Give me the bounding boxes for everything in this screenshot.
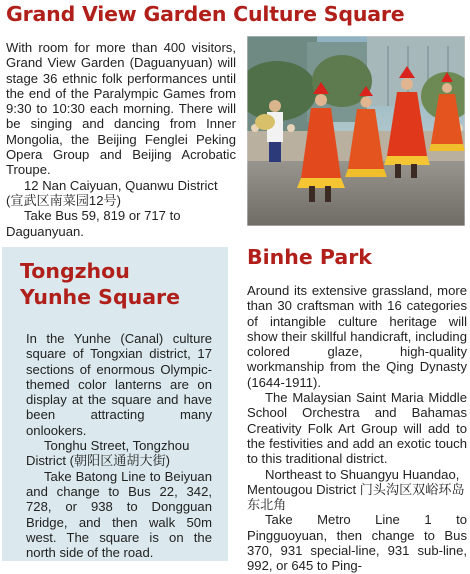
folk-dancers-photo bbox=[247, 36, 465, 226]
tongzhou-transport: Take Batong Line to Beiyuan and change to Bus 22, 342, 728, or 938 to Dongguan Bridge, and then walk 50m west. The square is on the north side of the road. bbox=[26, 468, 212, 561]
binhe-transport: Take Metro Line 1 to Pingguoyuan, then change to Bus 370, 931 special-line, 931 sub-line, 992, or 645 to Ping- bbox=[247, 512, 467, 574]
grand-view-address: 12 Nan Caiyuan, Quanwu District (宣武区南菜园12号) bbox=[6, 177, 218, 208]
grand-view-article bbox=[6, 40, 236, 239]
grand-view-transport: Take Bus 59, 819 or 717 to Daguanyuan. bbox=[6, 208, 181, 239]
binhe-address: Northeast to Shuangyu Huandao, Mentougou District 门头沟区双峪环岛东北角 bbox=[247, 466, 465, 513]
binhe-article bbox=[247, 283, 467, 574]
tongzhou-title bbox=[20, 258, 180, 310]
tongzhou-article bbox=[26, 331, 212, 560]
tongzhou-paragraph: In the Yunhe (Canal) culture square of Tongxian district, 17 sections of enormous Olympic-themed color lanterns are on display at the square and have been attracting many onlookers. bbox=[26, 331, 212, 438]
grand-view-paragraph: With room for more than 400 visitors, Grand View Garden (Daguanyuan) will stage 36 ethnic folk performances until the end of the Paralympic Games from 9:30 to 10:30 each morning. There will be singing and dancing from Inner Mongolia, the Beijing Fenglei Peking Opera Group and Beijing Acrobatic Troupe. bbox=[6, 40, 236, 178]
tongzhou-title-line: Yunhe Square bbox=[20, 285, 181, 309]
binhe-title: Binhe Park bbox=[247, 245, 372, 269]
binhe-paragraph: The Malaysian Saint Maria Middle School Orchestra and Bahamas Creativity Folk Art Group will add to the festivities and add an exotic touch to this traditional district. bbox=[247, 390, 467, 467]
grand-view-title: Grand View Garden Culture Square bbox=[6, 2, 405, 26]
binhe-paragraph: Around its extensive grassland, more than 30 craftsman with 16 categories of intangible culture heritage will show their skillful handicraft, including colored glaze, high-quality workmanship from the Qing Dynasty (1644-1911). bbox=[247, 283, 467, 390]
tongzhou-title-line: Tongzhou bbox=[20, 259, 130, 283]
tongzhou-address: Tonghu Street, Tongzhou District (朝阳区通胡大街) bbox=[26, 438, 190, 469]
